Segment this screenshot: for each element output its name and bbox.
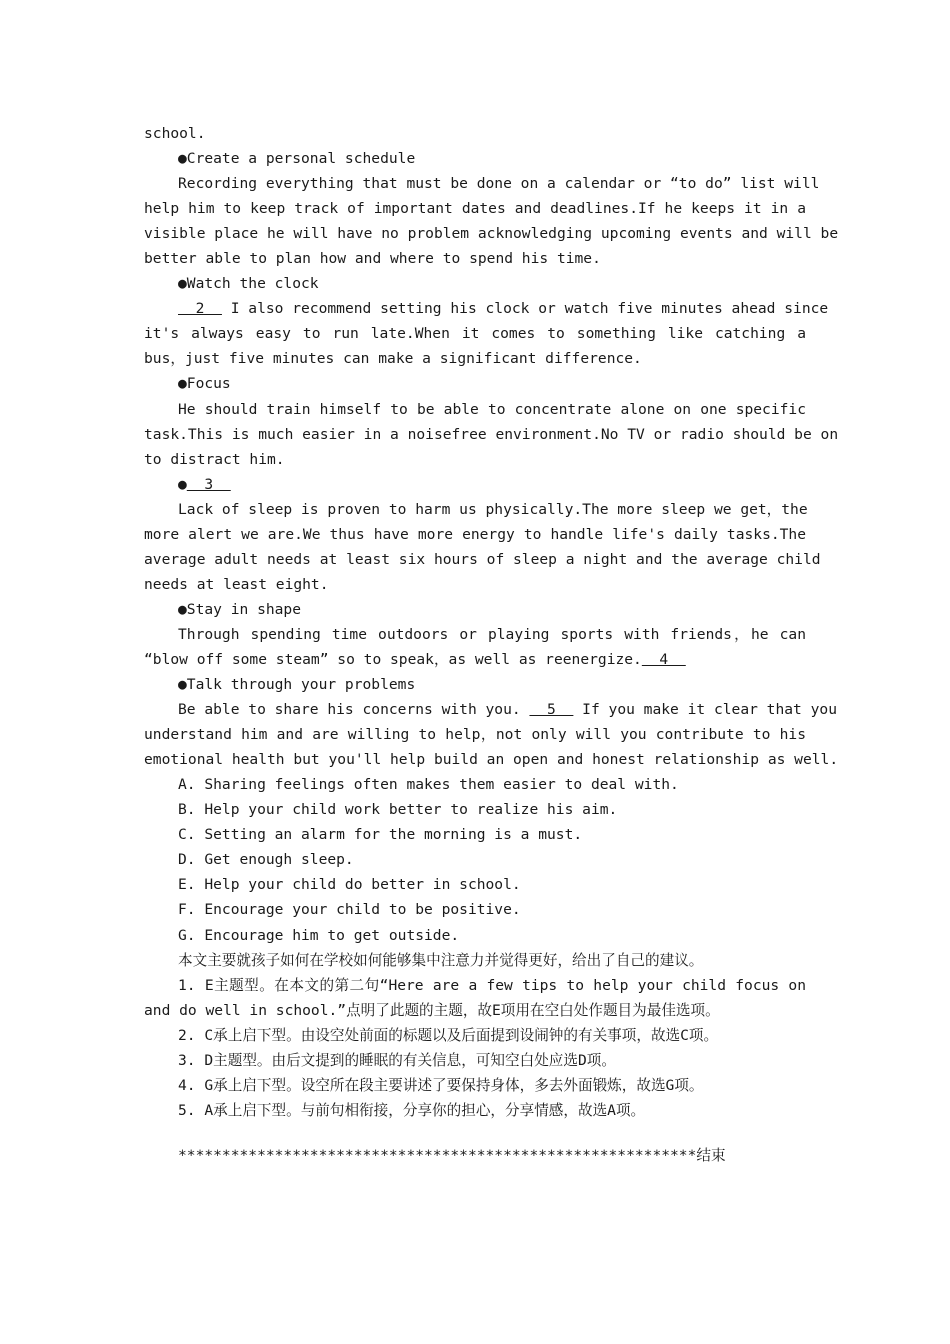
section-heading: ●Watch the clock xyxy=(178,275,319,293)
passage-text: “blow off some steam” so to speak，as well as reenergize. xyxy=(144,650,642,668)
passage-line: bus，just five minutes can make a significant difference. xyxy=(144,350,642,368)
blank-3: 3 xyxy=(186,475,231,493)
section-heading: ●Stay in shape xyxy=(178,600,302,618)
passage-line: to distract him. xyxy=(144,450,285,468)
passage-line: it's always easy to run late.When it comes to something like catching a xyxy=(144,325,806,343)
passage-line: better able to plan how and where to spend his time. xyxy=(144,250,601,268)
bullet-icon: ● xyxy=(178,475,187,493)
passage-line: He should train himself to be able to concentrate alone on one specific xyxy=(178,400,806,418)
answer-explanation: 5. A承上启下型。与前句相衔接，分享你的担心，分享情感，故选A项。 xyxy=(178,1101,646,1119)
answer-explanation: 4. G承上启下型。设空所在段主要讲述了要保持身体，多去外面锻炼，故选G项。 xyxy=(178,1076,704,1094)
option-g: G. Encourage him to get outside. xyxy=(178,926,460,944)
option-b: B. Help your child work better to realize his aim. xyxy=(178,801,618,819)
section-heading: ●Focus xyxy=(178,375,231,393)
passage-line: visible place he will have no problem acknowledging upcoming events and will be xyxy=(144,225,839,243)
option-d: D. Get enough sleep. xyxy=(178,851,354,869)
option-e: E. Help your child do better in school. xyxy=(178,876,521,894)
passage-line: emotional health but you'll help build an open and honest relationship as well. xyxy=(144,751,839,769)
section-heading xyxy=(144,472,806,497)
end-marker: ***********************************************************结束 xyxy=(178,1146,726,1164)
passage-line: needs at least eight. xyxy=(144,575,329,593)
explanation-summary: 本文主要就孩子如何在学校如何能够集中注意力并觉得更好，给出了自己的建议。 xyxy=(178,951,704,969)
answer-explanation: 2. C承上启下型。由设空处前面的标题以及后面提到设闹钟的有关事项，故选C项。 xyxy=(178,1026,719,1044)
passage-line: average adult needs at least six hours of sleep a night and the average child xyxy=(144,550,821,568)
passage-line xyxy=(144,697,837,722)
option-a: A. Sharing feelings often makes them easier to deal with. xyxy=(178,776,679,794)
passage-line xyxy=(144,647,806,672)
option-f: F. Encourage your child to be positive. xyxy=(178,901,521,919)
passage-line: help him to keep track of important dates and deadlines.If he keeps it in a xyxy=(144,200,806,218)
document-body xyxy=(144,121,839,1168)
passage-line: more alert we are.We thus have more energy to handle life's daily tasks.The xyxy=(144,525,806,543)
passage-text: If you make it clear that you xyxy=(573,701,837,719)
section-heading: ●Talk through your problems xyxy=(178,676,416,694)
option-c: C. Setting an alarm for the morning is a must. xyxy=(178,826,583,844)
passage-line xyxy=(144,296,829,321)
spacer xyxy=(144,1123,806,1143)
passage-text: I also recommend setting his clock or watch five minutes ahead since xyxy=(221,300,829,318)
passage-line: Through spending time outdoors or playing sports with friends，he can xyxy=(178,625,806,643)
answer-explanation: and do well in school.”点明了此题的主题，故E项用在空白处作题目为最佳选项。 xyxy=(144,1001,720,1019)
blank-5: 5 xyxy=(529,701,574,719)
passage-line: Lack of sleep is proven to harm us physically.The more sleep we get，the xyxy=(178,500,808,518)
blank-2: 2 xyxy=(178,300,222,318)
passage-text: Be able to share his concerns with you. xyxy=(178,701,530,719)
answer-explanation: 1. E主题型。在本文的第二句“Here are a few tips to help your child focus on xyxy=(178,976,806,994)
passage-line: understand him and are willing to help，not only will you contribute to his xyxy=(144,726,806,744)
passage-line: task.This is much easier in a noisefree environment.No TV or radio should be on xyxy=(144,425,839,443)
passage-line: school. xyxy=(144,125,206,142)
passage-line: Recording everything that must be done on a calendar or “to do” list will xyxy=(178,175,820,193)
answer-explanation: 3. D主题型。由后文提到的睡眠的有关信息，可知空白处应选D项。 xyxy=(178,1051,616,1069)
section-heading: ●Create a personal schedule xyxy=(178,150,416,168)
blank-4: 4 xyxy=(641,650,686,668)
